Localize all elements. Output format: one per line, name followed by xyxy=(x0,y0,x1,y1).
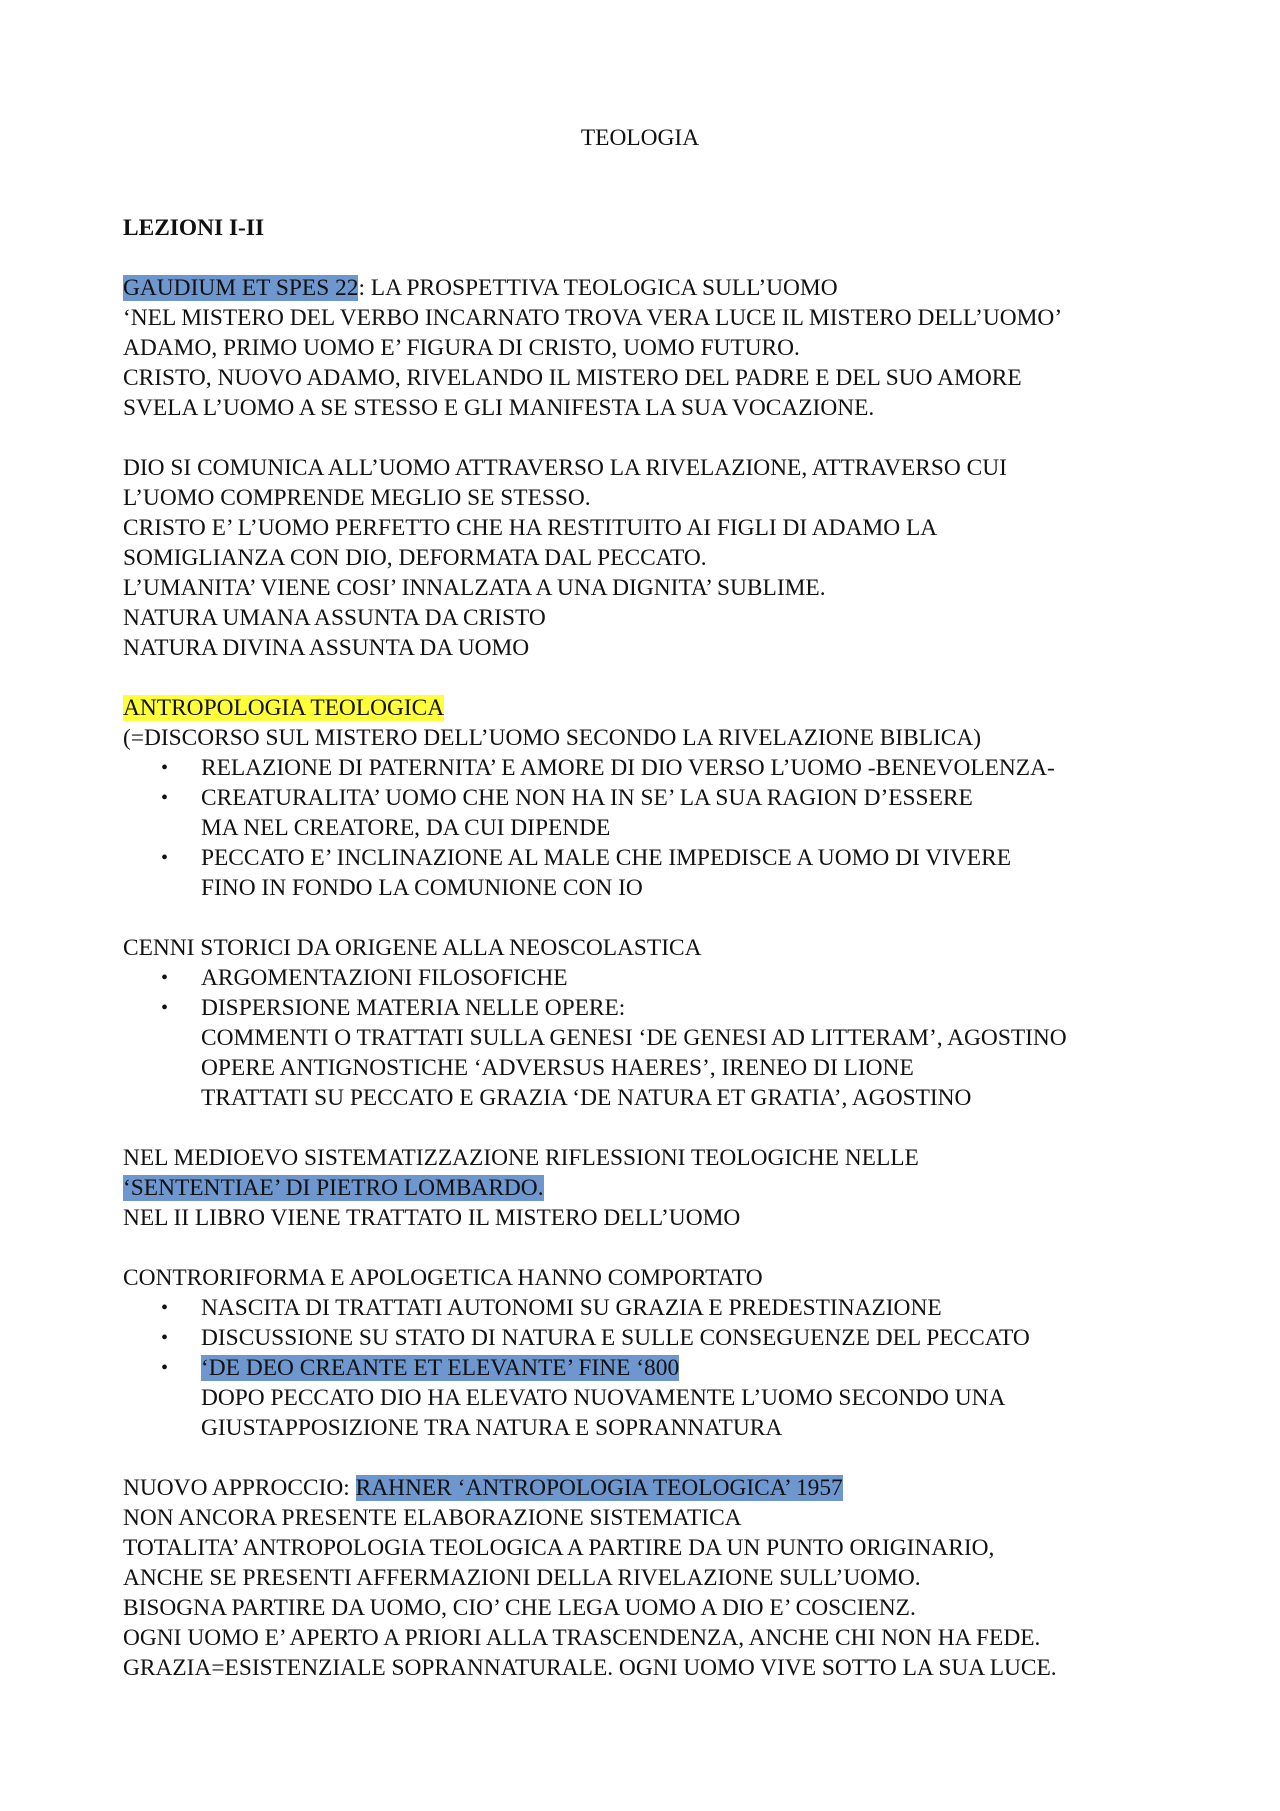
bullet-list xyxy=(123,963,1280,1113)
list-item-text: FINO IN FONDO LA COMUNIONE CON IO xyxy=(201,875,643,901)
section-rivelazione xyxy=(123,453,1280,663)
bullet-icon: • xyxy=(161,1327,169,1349)
list-item xyxy=(123,783,1280,843)
section-heading: LEZIONI I-II xyxy=(123,215,265,241)
text-line: ANCHE SE PRESENTI AFFERMAZIONI DELLA RIVELAZIONE SULL’UOMO. xyxy=(123,1565,921,1591)
list-item-text: TRATTATI SU PECCATO E GRAZIA ‘DE NATURA ET GRATIA’, AGOSTINO xyxy=(201,1085,972,1111)
section-antropologia-teologica xyxy=(123,693,1280,903)
text-line xyxy=(123,1173,1280,1203)
text-line: NON ANCORA PRESENTE ELABORAZIONE SISTEMATICA xyxy=(123,1505,742,1531)
list-item-text: OPERE ANTIGNOSTICHE ‘ADVERSUS HAERES’, IRENEO DI LIONE xyxy=(201,1055,914,1081)
bullet-list xyxy=(123,1293,1280,1443)
text-line: DIO SI COMUNICA ALL’UOMO ATTRAVERSO LA RIVELAZIONE, ATTRAVERSO CUI xyxy=(123,455,1007,481)
list-item-text: MA NEL CREATORE, DA CUI DIPENDE xyxy=(201,815,611,841)
list-item xyxy=(123,1353,1280,1443)
section-title-line xyxy=(123,273,1280,303)
bullet-icon: • xyxy=(161,847,169,869)
highlighted-reference: GAUDIUM ET SPES 22 xyxy=(123,275,359,301)
section-title-line: CENNI STORICI DA ORIGENE ALLA NEOSCOLASTICA xyxy=(123,935,702,961)
text-line: L’UOMO COMPRENDE MEGLIO SE STESSO. xyxy=(123,485,591,511)
text-line: NEL II LIBRO VIENE TRATTATO IL MISTERO DELL’UOMO xyxy=(123,1205,741,1231)
highlighted-reference: ‘DE DEO CREANTE ET ELEVANTE’ FINE ‘800 xyxy=(201,1355,680,1381)
list-item-text: GIUSTAPPOSIZIONE TRA NATURA E SOPRANNATURA xyxy=(201,1415,783,1441)
section-gaudium-et-spes xyxy=(123,273,1280,423)
text-line: CRISTO, NUOVO ADAMO, RIVELANDO IL MISTERO DEL PADRE E DEL SUO AMORE xyxy=(123,365,1022,391)
section-title-line xyxy=(123,1473,1280,1503)
bullet-icon: • xyxy=(161,967,169,989)
text-line: TOTALITA’ ANTROPOLOGIA TEOLOGICA A PARTIRE DA UN PUNTO ORIGINARIO, xyxy=(123,1535,995,1561)
text-line: NATURA DIVINA ASSUNTA DA UOMO xyxy=(123,635,530,661)
list-item-text: ARGOMENTAZIONI FILOSOFICHE xyxy=(201,965,568,991)
text-line: OGNI UOMO E’ APERTO A PRIORI ALLA TRASCENDENZA, ANCHE CHI NON HA FEDE. xyxy=(123,1625,1041,1651)
list-item-text: NASCITA DI TRATTATI AUTONOMI SU GRAZIA E PREDESTINAZIONE xyxy=(201,1295,942,1321)
bullet-icon: • xyxy=(161,787,169,809)
text-line: NATURA UMANA ASSUNTA DA CRISTO xyxy=(123,605,546,631)
bullet-list xyxy=(123,753,1280,903)
section-title-line xyxy=(123,693,1280,723)
bullet-icon: • xyxy=(161,1297,169,1319)
highlighted-title: ANTROPOLOGIA TEOLOGICA xyxy=(123,695,445,721)
list-item xyxy=(123,963,1280,993)
text-line: SOMIGLIANZA CON DIO, DEFORMATA DAL PECCATO. xyxy=(123,545,707,571)
list-item-text: RELAZIONE DI PATERNITA’ E AMORE DI DIO VERSO L’UOMO -BENEVOLENZA- xyxy=(201,755,1055,781)
list-item-text: PECCATO E’ INCLINAZIONE AL MALE CHE IMPEDISCE A UOMO DI VIVERE xyxy=(201,845,1011,871)
text-line: ADAMO, PRIMO UOMO E’ FIGURA DI CRISTO, UOMO FUTURO. xyxy=(123,335,800,361)
text-line: BISOGNA PARTIRE DA UOMO, CIO’ CHE LEGA UOMO A DIO E’ COSCIENZ. xyxy=(123,1595,916,1621)
text-line: NEL MEDIOEVO SISTEMATIZZAZIONE RIFLESSIONI TEOLOGICHE NELLE xyxy=(123,1145,919,1171)
list-item-text: DISPERSIONE MATERIA NELLE OPERE: xyxy=(201,995,626,1021)
highlighted-reference: ‘SENTENTIAE’ DI PIETRO LOMBARDO. xyxy=(123,1175,544,1201)
list-item-text: DISCUSSIONE SU STATO DI NATURA E SULLE CONSEGUENZE DEL PECCATO xyxy=(201,1325,1030,1351)
section-nuovo-approccio xyxy=(123,1473,1280,1683)
text-line: L’UMANITA’ VIENE COSI’ INNALZATA A UNA DIGNITA’ SUBLIME. xyxy=(123,575,826,601)
list-item-text: COMMENTI O TRATTATI SULLA GENESI ‘DE GENESI AD LITTERAM’, AGOSTINO xyxy=(201,1025,1067,1051)
section-title-line: CONTRORIFORMA E APOLOGETICA HANNO COMPORTATO xyxy=(123,1265,763,1291)
section-cenni-storici xyxy=(123,933,1280,1113)
bullet-icon: • xyxy=(161,757,169,779)
list-item xyxy=(123,1323,1280,1353)
section-title-prefix: NUOVO APPROCCIO: xyxy=(123,1475,356,1501)
section-title-rest: : LA PROSPETTIVA TEOLOGICA SULL’UOMO xyxy=(358,275,838,301)
list-item xyxy=(123,843,1280,903)
bullet-icon: • xyxy=(161,997,169,1019)
list-item-text xyxy=(201,1353,1280,1383)
page-title: TEOLOGIA xyxy=(580,125,700,151)
text-line: GRAZIA=ESISTENZIALE SOPRANNATURALE. OGNI UOMO VIVE SOTTO LA SUA LUCE. xyxy=(123,1655,1057,1681)
highlighted-reference: RAHNER ‘ANTROPOLOGIA TEOLOGICA’ 1957 xyxy=(355,1475,843,1501)
list-item-text: CREATURALITA’ UOMO CHE NON HA IN SE’ LA SUA RAGION D’ESSERE xyxy=(201,785,973,811)
section-controriforma xyxy=(123,1263,1280,1443)
text-line: ‘NEL MISTERO DEL VERBO INCARNATO TROVA VERA LUCE IL MISTERO DELL’UOMO’ xyxy=(123,305,1063,331)
list-item xyxy=(123,993,1280,1113)
list-item xyxy=(123,753,1280,783)
text-line: CRISTO E’ L’UOMO PERFETTO CHE HA RESTITUITO AI FIGLI DI ADAMO LA xyxy=(123,515,938,541)
bullet-icon: • xyxy=(161,1357,169,1379)
list-item xyxy=(123,1293,1280,1323)
section-subtitle: (=DISCORSO SUL MISTERO DELL’UOMO SECONDO LA RIVELAZIONE BIBLICA) xyxy=(123,725,982,751)
text-line: SVELA L’UOMO A SE STESSO E GLI MANIFESTA LA SUA VOCAZIONE. xyxy=(123,395,875,421)
section-medioevo xyxy=(123,1143,1280,1233)
list-item-text: DOPO PECCATO DIO HA ELEVATO NUOVAMENTE L’UOMO SECONDO UNA xyxy=(201,1385,1006,1411)
